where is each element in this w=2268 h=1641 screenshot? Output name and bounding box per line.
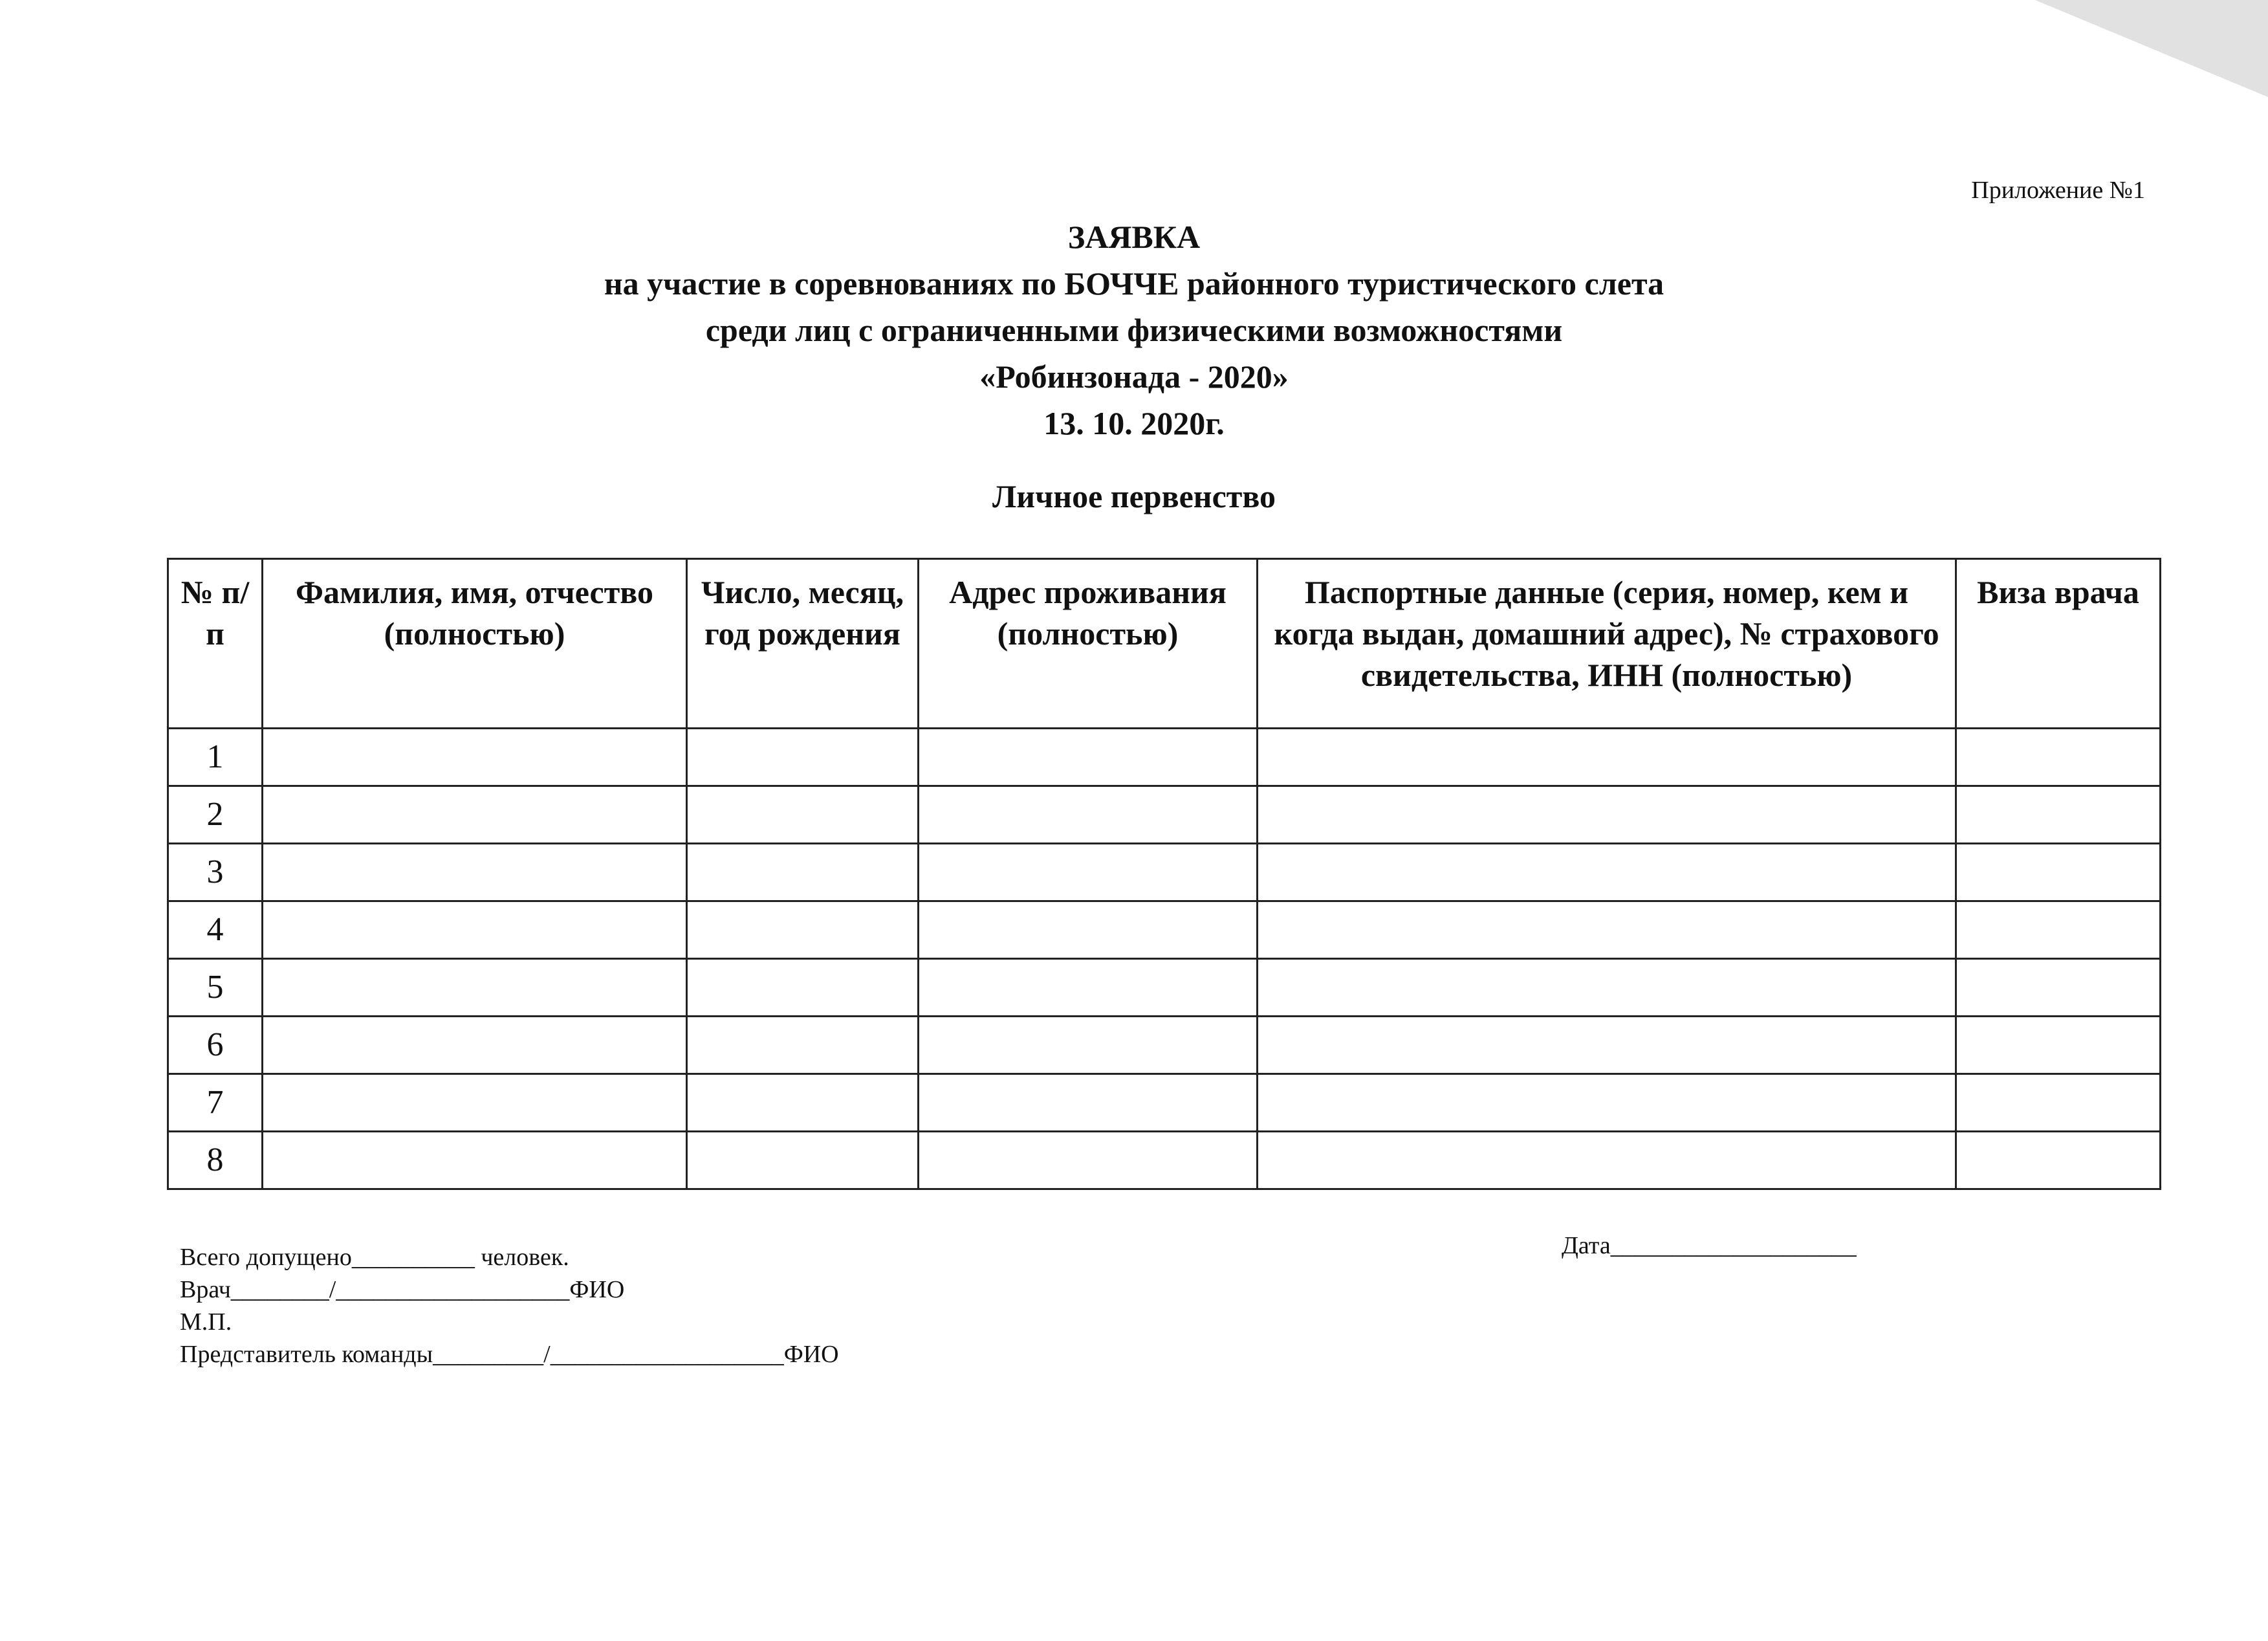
cell-birth-date[interactable] (687, 729, 919, 786)
admitted-count-line[interactable]: Всего допущено__________ человек. (180, 1244, 569, 1271)
table-row (168, 729, 2161, 786)
cell-doctor-visa[interactable] (1956, 959, 2161, 1017)
cell-passport-data[interactable] (1258, 1074, 1956, 1132)
cell-passport-data[interactable] (1258, 1132, 1956, 1189)
cell-doctor-visa[interactable] (1956, 786, 2161, 844)
cell-birth-date[interactable] (687, 1074, 919, 1132)
row-number: 6 (168, 1017, 263, 1074)
row-number: 1 (168, 729, 263, 786)
title-line-3: среди лиц с ограниченными физическими возможностями (705, 312, 1563, 348)
cell-passport-data[interactable] (1258, 901, 1956, 959)
cell-address[interactable] (919, 1132, 1258, 1189)
table-row (168, 1017, 2161, 1074)
date-field[interactable]: Дата____________________ (1562, 1232, 1857, 1259)
cell-full-name[interactable] (263, 1017, 687, 1074)
participants-table (167, 558, 2161, 1190)
section-subtitle: Личное первенство (992, 478, 1276, 514)
cell-doctor-visa[interactable] (1956, 844, 2161, 901)
title-line-5: 13. 10. 2020г. (1043, 405, 1225, 441)
cell-passport-data[interactable] (1258, 959, 1956, 1017)
annex-label: Приложение №1 (1971, 177, 2145, 204)
table-row (168, 786, 2161, 844)
cell-doctor-visa[interactable] (1956, 1017, 2161, 1074)
title-line-2: на участие в соревнованиях по БОЧЧЕ районного туристического слета (604, 265, 1664, 302)
cell-passport-data[interactable] (1258, 1017, 1956, 1074)
page-fold-corner (2035, 0, 2268, 97)
header-passport-data: Паспортные данные (серия, номер, кем и когда выдан, домашний адрес), № страхового свидетельства, ИНН (полностью) (1258, 559, 1956, 729)
row-number: 5 (168, 959, 263, 1017)
title-line-1: ЗАЯВКА (1067, 219, 1201, 255)
cell-address[interactable] (919, 901, 1258, 959)
stamp-label: М.П. (180, 1308, 232, 1336)
cell-passport-data[interactable] (1258, 844, 1956, 901)
cell-birth-date[interactable] (687, 901, 919, 959)
cell-full-name[interactable] (263, 729, 687, 786)
cell-birth-date[interactable] (687, 844, 919, 901)
title-line-4: «Робинзонада - 2020» (979, 358, 1289, 395)
row-number: 2 (168, 786, 263, 844)
cell-birth-date[interactable] (687, 1017, 919, 1074)
cell-address[interactable] (919, 1017, 1258, 1074)
table-header-row (168, 559, 2161, 729)
header-birth-date: Число, месяц, год рождения (687, 559, 919, 729)
header-number: № п/п (168, 559, 263, 729)
row-number: 3 (168, 844, 263, 901)
cell-address[interactable] (919, 844, 1258, 901)
cell-full-name[interactable] (263, 786, 687, 844)
cell-address[interactable] (919, 729, 1258, 786)
table-row (168, 901, 2161, 959)
row-number: 8 (168, 1132, 263, 1189)
table-row (168, 959, 2161, 1017)
cell-doctor-visa[interactable] (1956, 1074, 2161, 1132)
cell-passport-data[interactable] (1258, 786, 1956, 844)
cell-birth-date[interactable] (687, 959, 919, 1017)
cell-birth-date[interactable] (687, 786, 919, 844)
footer-signatures (180, 1241, 839, 1371)
cell-doctor-visa[interactable] (1956, 1132, 2161, 1189)
cell-birth-date[interactable] (687, 1132, 919, 1189)
header-full-name: Фамилия, имя, отчество (полностью) (263, 559, 687, 729)
cell-doctor-visa[interactable] (1956, 729, 2161, 786)
table-row (168, 844, 2161, 901)
document-title (0, 214, 2268, 446)
header-address: Адрес проживания (полностью) (919, 559, 1258, 729)
cell-address[interactable] (919, 1074, 1258, 1132)
cell-full-name[interactable] (263, 959, 687, 1017)
cell-full-name[interactable] (263, 844, 687, 901)
cell-doctor-visa[interactable] (1956, 901, 2161, 959)
cell-passport-data[interactable] (1258, 729, 1956, 786)
doctor-signature-line[interactable]: Врач________/___________________ФИО (180, 1276, 625, 1303)
representative-signature-line[interactable]: Представитель команды_________/___________________ФИО (180, 1341, 839, 1368)
row-number: 7 (168, 1074, 263, 1132)
cell-full-name[interactable] (263, 1074, 687, 1132)
table-row (168, 1132, 2161, 1189)
cell-full-name[interactable] (263, 1132, 687, 1189)
cell-full-name[interactable] (263, 901, 687, 959)
cell-address[interactable] (919, 959, 1258, 1017)
header-doctor-visa: Виза врача (1956, 559, 2161, 729)
row-number: 4 (168, 901, 263, 959)
table-row (168, 1074, 2161, 1132)
cell-address[interactable] (919, 786, 1258, 844)
